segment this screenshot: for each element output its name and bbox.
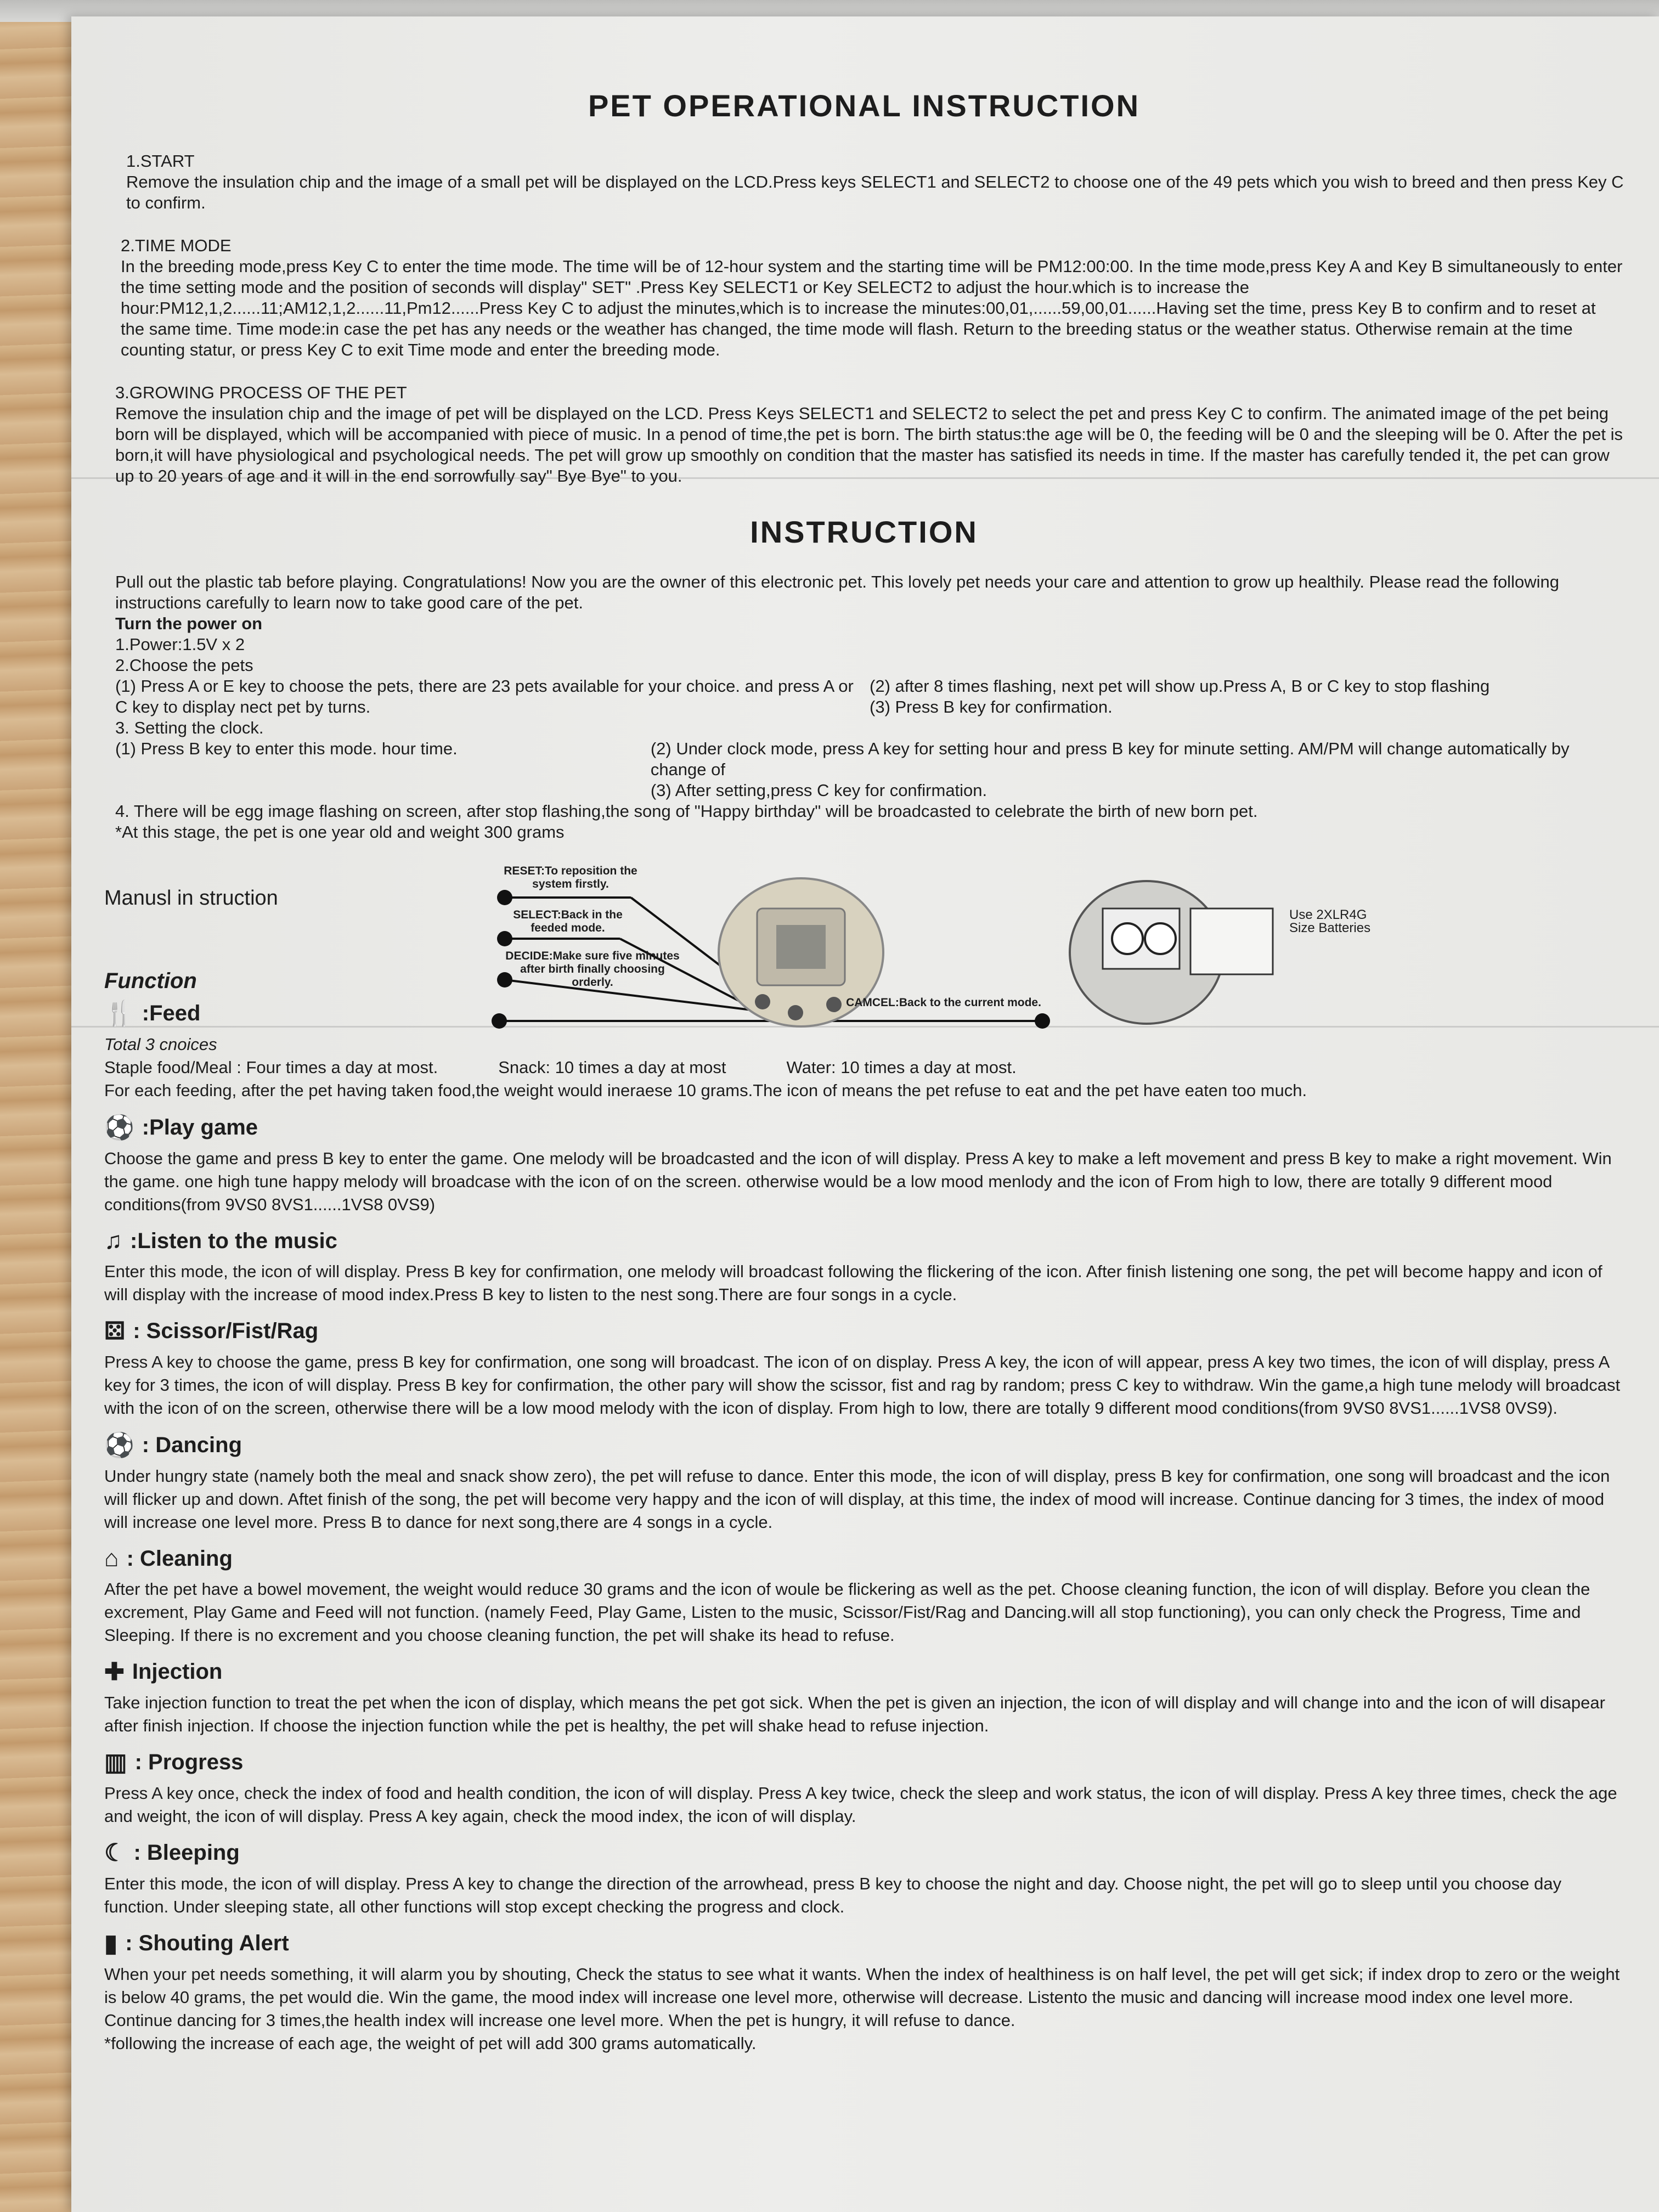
section-heading: 2.TIME MODE [121,236,232,255]
function-listen-music [104,1227,1624,1306]
instruction-title: INSTRUCTION [750,515,978,549]
book-icon: ▥ [104,1749,127,1776]
broom-icon: ⌂ [104,1545,119,1572]
play-title: :Play game [142,1115,258,1139]
music-body: Enter this mode, the icon of will display. Press B key for confirmation, one melody will broadcast following the flickering of the icon. After finish listening one song, the pet will become happy and icon of will display with the increase of mood index.Press B key to listen to the nest song.There are four songs in a cycle. [104,1262,1602,1304]
alert-device-icon: ▮ [104,1930,118,1957]
bleeping-body: Enter this mode, the icon of will display. Press A key to change the direction of the arrowhead, press B key to choose the night and day. Choose night, the pet will go to sleep until you choose day function. Under sleeping state, all other functions will stop except checking the progress and clock. [104,1874,1562,1916]
moon-icon: ☾ [104,1839,126,1866]
section-time-mode [104,235,1624,360]
progress-body: Press A key once, check the index of food and health condition, the icon of will display. Press A key twice, check the sleep and work status, the icon of will display. Press A key three times, check the age and weight, the icon of will display. Press A key again, check the mood index, the icon of will display. [104,1784,1617,1826]
egg-step: 4. There will be egg image flashing on screen, after stop flashing,the song of "Happy birthday" will be broadcasted to celebrate the birth of new born pet. [115,802,1258,821]
injection-title: Injection [132,1660,223,1684]
injection-body: Take injection function to treat the pet when the icon of display, which means the pet got sick. When the pet is given an injection, the icon of will display and will change into and the icon of will disapear after finish injection. If choose the injection function while the pet is healthy, the pet will shake head to refuse injection. [104,1693,1605,1735]
scissor-title: : Scissor/Fist/Rag [133,1319,319,1343]
medicine-kit-icon: ✚ [104,1658,125,1685]
choose-heading: 2.Choose the pets [115,656,253,675]
cleaning-body: After the pet have a bowel movement, the weight would reduce 30 grams and the icon of woule be flickering as well as the pet. Choose cleaning function, the icon of will display. Before you clean the excrement, Play Game and Feed will not function. (namely Feed, Play Game, Listen to the music, Scissor/Fist/Rag and Dancing.will all stop functioning), you can only check the Progress, Time and Sleeping. If there is no excrement and you choose cleaning function, the pet will shake its head to refuse. [104,1579,1590,1645]
section-growing [104,382,1624,487]
section-start [104,151,1624,213]
bleeping-title: : Bleeping [133,1841,240,1865]
progress-title: : Progress [134,1750,244,1774]
shouting-title: : Shouting Alert [125,1931,289,1955]
function-shouting-alert [104,1929,1624,2055]
reset-callout: RESET:To reposition the system firstly. [504,865,637,890]
feed-staple: Staple food/Meal : Four times a day at most. [104,1058,438,1077]
shouting-note: *following the increase of each age, the weight of pet will add 300 grams automatically. [104,2034,757,2053]
choose-step-3: (3) Press B key for confirmation. [870,697,1113,716]
play-body: Choose the game and press B key to enter the game. One melody will be broadcasted and the icon of will display. Press A key to make a left movement and press B key to make a right movement. Win the game. one high tune happy melody will broadcase with the icon of on the screen. otherwise would be a low mood menlody and the icon of From high to low, there are totally 9 different mood conditions(from 9VS0 8VS1......1VS8 0VS9) [104,1149,1612,1214]
dance-ball-icon: ⚽ [104,1432,134,1459]
feed-title: :Feed [142,1001,201,1025]
function-dancing [104,1431,1624,1534]
power-spec: 1.Power:1.5V x 2 [115,635,245,654]
instruction-block [104,572,1624,843]
battery-compartment-icon [1070,881,1273,1024]
function-play-game [104,1113,1624,1216]
section-heading: 3.GROWING PROCESS OF THE PET [115,383,407,402]
section-body: Remove the insulation chip and the image of a small pet will be displayed on the LCD.Press keys SELECT1 and SELECT2 to choose one of the 49 pets which you wish to breed and then press Key C to confirm. [126,172,1624,212]
feed-subtitle: Total 3 cnoices [104,1035,217,1054]
clock-step-2: (2) Under clock mode, press A key for setting hour and press B key for minute setting. AM/PM will change automatically by change of [650,739,1570,779]
function-bleeping [104,1839,1624,1918]
shouting-body: When your pet needs something, it will alarm you by shouting, Check the status to see what it wants. When the index of healthiness is on half level, the pet will get sick; if index drop to zero or the weight is below 40 grams, the pet would die. Win the game, the mood index will increase one level more, otherwise will decrease. Listento the music and dancing will increase mood index one level more. Continue dancing for 3 times,the health index will increase one level more. When the pet is hungry, it will refuse to dance. [104,1965,1620,2030]
feed-snack: Snack: 10 times a day at most [498,1058,726,1077]
feed-body: For each feeding, after the pet having taken food,the weight would ineraese 10 grams.The icon of means the pet refuse to eat and the pet have eaten too much. [104,1081,1307,1100]
scissor-body: Press A key to choose the game, press B key for confirmation, one song will broadcast. The icon of on display. Press A key, the icon of will appear, press A key two times, the icon of will display, press A key for 3 times, the icon of will display. Press B key for confirmation, the other pary will show the scissor, fist and rag by random; press C key to withdraw. Win the game,a high tune melody will broadcast with the icon of on the screen, otherwise there will be a low mood melody with the icon of display. From high to low, there are totally 9 different mood conditions(from 9VS0 8VS1......1VS8 0VS9). [104,1352,1621,1418]
section-body: Remove the insulation chip and the image of pet will be displayed on the LCD. Press Keys SELECT1 and SELECT2 to select the pet and press Key C to confirm. The animated image of the pet being born will be displayed, which will be accompanied with piece of music. In a penod of time,the pet is born. The birth status:the age will be 0, the feeding will be 0 and the sleeping will be 0. After the pet is born,it will have physiological and psychological needs. The pet will grow up smoothly on condition that the master has satisfied its needs in time. If the master has carefully tended it, the pet can grow up to 20 years of age and it will in the end sorrowfully say" Bye Bye" to you. [115,404,1623,486]
clock-step-1: (1) Press B key to enter this mode. hour time. [115,739,458,758]
feed-water: Water: 10 times a day at most. [786,1058,1017,1077]
fork-knife-icon: 🍴 [104,1000,134,1027]
power-heading: Turn the power on [115,614,263,633]
function-progress [104,1748,1624,1828]
manual-diagram [104,865,1624,1029]
section-heading: 1.START [126,151,195,171]
cancel-callout: CAMCEL:Back to the current mode. [846,996,1041,1009]
function-heading: Function [104,969,197,993]
function-injection [104,1658,1624,1737]
sheet-content [104,77,1624,2055]
dancing-title: : Dancing [142,1432,242,1457]
function-scissor [104,1317,1624,1420]
dancing-body: Under hungry state (namely both the meal and snack show zero), the pet will refuse to dance. Enter this mode, the icon of will display, press B key for confirmation, one song will broadcast and the icon will flicker up and down. Aftet finish of the song, the pet will become very happy and the icon of will display, at this time, the index of mood will increase. Continue dancing for 3 times, the index of mood will increase one level more. Press B to dance for next song,there are 4 songs in a cycle. [104,1466,1610,1532]
manual-label: Manusl in struction [104,887,278,910]
cleaning-title: : Cleaning [126,1546,233,1571]
music-title: :Listen to the music [130,1228,337,1253]
instruction-intro: Pull out the plastic tab before playing. Congratulations! Now you are the owner of this electronic pet. This lovely pet needs your care and attention to grow up healthily. Please read the following instructions carefully to learn now to take good care of the pet. [115,572,1559,612]
choose-columns [115,676,1624,718]
age-note: *At this stage, the pet is one year old and weight 300 grams [115,822,565,842]
battery-callout: Use 2XLR4G Size Batteries [1289,907,1371,935]
function-cleaning [104,1545,1624,1647]
clock-columns [115,738,1624,801]
choose-step-1: (1) Press A or E key to choose the pets, there are 23 pets available for your choice. and press A or C key to display nect pet by turns. [115,676,854,716]
select-callout: SELECT:Back in the feeded mode. [513,909,623,934]
clock-heading: 3. Setting the clock. [115,718,264,737]
page-title: PET OPERATIONAL INSTRUCTION [588,88,1141,123]
decide-callout: DECIDE:Make sure five minutes after birth finally choosing orderly. [505,950,680,989]
section-body: In the breeding mode,press Key C to enter the time mode. The time will be of 12-hour system and the starting time will be PM12:00:00. In the time mode,press Key A and Key B simultaneously to enter the time setting mode and the position of seconds will display" SET" .Press Key SELECT1 or Key SELECT2 to adjust the hour.which is to increase the hour:PM12,1,2......11;AM12,1,2......11,Pm12......Press Key C to adjust the minutes,which is to increase the minutes:00,01,......59,00,01......Having set the time, press Key B to confirm and to reset at the same time. Time mode:in case the pet has any needs or the weather has changed, the time mode will flash. Return to the breeding status or the weather status. Otherwise remain at the time counting statur, or press Key C to exit Time mode and enter the breeding mode. [121,257,1623,359]
dice-icon: ⚄ [104,1318,126,1345]
feed-choices [104,1056,1624,1079]
music-note-icon: ♫ [104,1227,122,1254]
ball-icon: ⚽ [104,1114,134,1141]
clock-step-3: (3) After setting,press C key for confirmation. [650,781,988,800]
choose-step-2: (2) after 8 times flashing, next pet will show up.Press A, B or C key to stop flashing [870,676,1490,696]
